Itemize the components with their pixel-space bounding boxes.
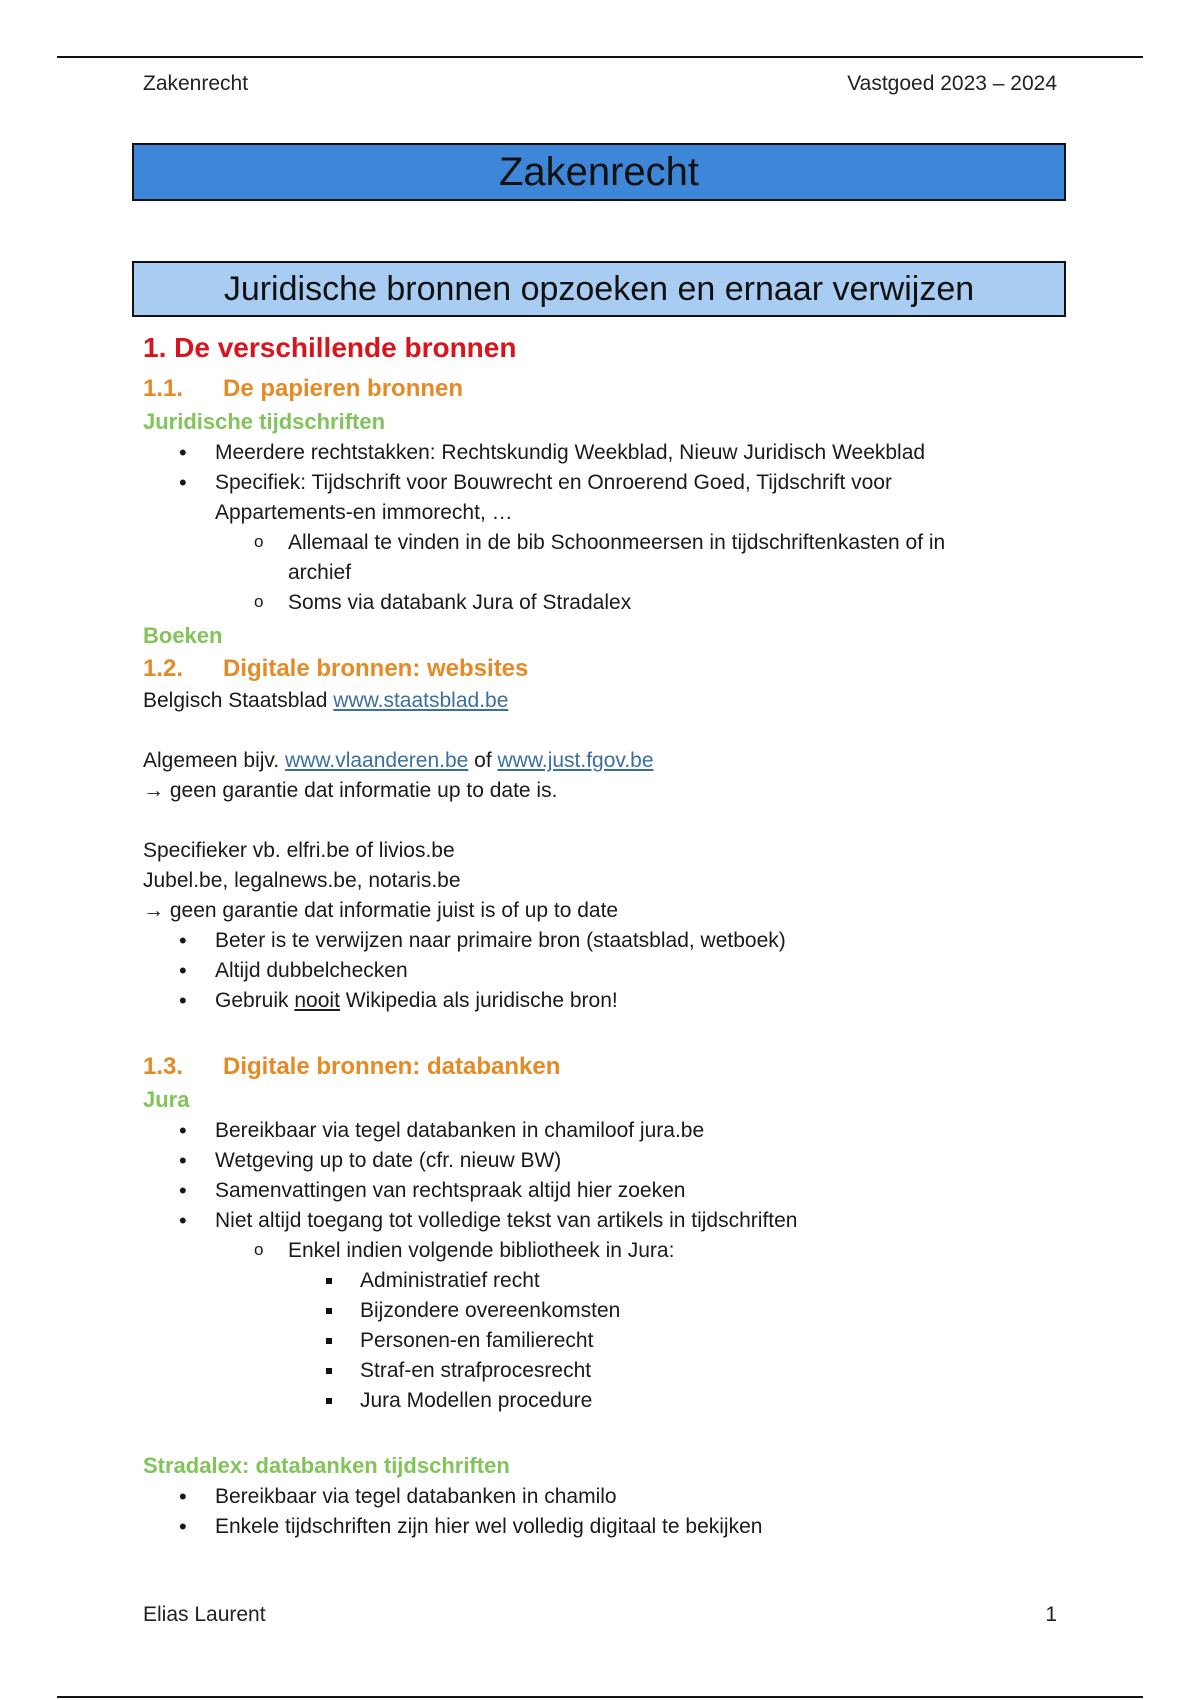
- section-1-2-heading: 1.2. Digitale bronnen: websites: [143, 655, 529, 682]
- journals-sublist: [143, 528, 1063, 618]
- list-item: • Bereikbaar via tegel databanken in chamiloof jura.be: [143, 1116, 1063, 1146]
- list-item: o Enkel indien volgende bibliotheek in Jura:: [143, 1236, 1063, 1266]
- list-item: • Altijd dubbelchecken: [143, 956, 1063, 986]
- jura-list: [143, 1116, 1063, 1236]
- list-item: • Samenvattingen van rechtspraak altijd hier zoeken: [143, 1176, 1063, 1206]
- specific-sites-line-2: Jubel.be, legalnews.be, notaris.be: [143, 869, 461, 892]
- list-item: • Enkele tijdschriften zijn hier wel volledig digitaal te bekijken: [143, 1512, 1063, 1542]
- list-item: o Allemaal te vinden in de bib Schoonmeersen in tijdschriftenkasten of in archief: [143, 528, 1063, 588]
- staatsblad-link[interactable]: www.staatsblad.be: [333, 689, 509, 712]
- jura-libraries-list: [143, 1266, 1063, 1416]
- list-item: • Gebruik nooit Wikipedia als juridische bron!: [143, 986, 1063, 1016]
- specific-sites-line-1: Specifieker vb. elfri.be of livios.be: [143, 839, 455, 862]
- document-subtitle: Juridische bronnen opzoeken en ernaar verwijzen: [132, 261, 1066, 317]
- page-number: 1: [1045, 1603, 1057, 1626]
- list-item: • Meerdere rechtstakken: Rechtskundig Weekblad, Nieuw Juridisch Weekblad: [143, 438, 1063, 468]
- document-title: Zakenrecht: [132, 143, 1066, 201]
- list-item: Straf-en strafprocesrecht: [143, 1356, 1063, 1386]
- section-1-1-heading: 1.1. De papieren bronnen: [143, 375, 464, 402]
- websites-advice-list: [143, 926, 1063, 1016]
- header-course: Zakenrecht: [143, 72, 249, 95]
- header-rule: [57, 56, 1143, 58]
- staatsblad-line: Belgisch Staatsblad www.staatsblad.be: [143, 689, 509, 712]
- section-1-heading: 1. De verschillende bronnen: [143, 332, 517, 363]
- books-heading: Boeken: [143, 623, 223, 648]
- list-item: • Bereikbaar via tegel databanken in chamilo: [143, 1482, 1063, 1512]
- warning-line-2: → geen garantie dat informatie juist is of up to date: [143, 899, 619, 922]
- stradalex-list: [143, 1482, 1063, 1542]
- jura-sublist: [143, 1236, 1063, 1266]
- header-program-year: Vastgoed 2023 – 2024: [847, 72, 1057, 95]
- just-fgov-link[interactable]: www.just.fgov.be: [497, 749, 654, 772]
- footer-author: Elias Laurent: [143, 1603, 266, 1626]
- vlaanderen-link[interactable]: www.vlaanderen.be: [285, 749, 469, 772]
- journals-list: [143, 438, 1063, 528]
- emphasis-nooit: nooit: [294, 989, 340, 1012]
- general-sites-line: Algemeen bijv. www.vlaanderen.be of www.just.fgov.be: [143, 749, 654, 772]
- footer-rule: [57, 1696, 1143, 1698]
- list-item: Personen-en familierecht: [143, 1326, 1063, 1356]
- warning-line-1: → geen garantie dat informatie up to date is.: [143, 779, 558, 802]
- list-item: Administratief recht: [143, 1266, 1063, 1296]
- section-1-3-heading: 1.3. Digitale bronnen: databanken: [143, 1053, 561, 1080]
- journals-heading: Juridische tijdschriften: [143, 409, 386, 434]
- list-item: • Wetgeving up to date (cfr. nieuw BW): [143, 1146, 1063, 1176]
- list-item: • Beter is te verwijzen naar primaire bron (staatsblad, wetboek): [143, 926, 1063, 956]
- list-item: Bijzondere overeenkomsten: [143, 1296, 1063, 1326]
- jura-heading: Jura: [143, 1087, 190, 1112]
- list-item: • Specifiek: Tijdschrift voor Bouwrecht en Onroerend Goed, Tijdschrift voor Appartements-en immorecht, …: [143, 468, 1063, 528]
- list-item: • Niet altijd toegang tot volledige tekst van artikels in tijdschriften: [143, 1206, 1063, 1236]
- list-item: Jura Modellen procedure: [143, 1386, 1063, 1416]
- document-body: [143, 328, 1063, 1542]
- stradalex-heading: Stradalex: databanken tijdschriften: [143, 1453, 510, 1478]
- list-item: o Soms via databank Jura of Stradalex: [143, 588, 1063, 618]
